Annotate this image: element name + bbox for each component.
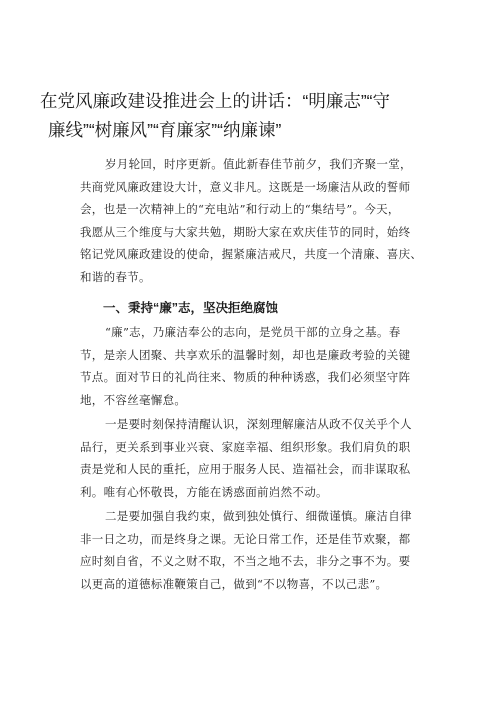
text-line: 利。唯有心怀敬畏，方能在诱惑面前岿然不动。 — [80, 484, 328, 499]
text-line: 我愿从三个维度与大家共勉，期盼大家在欢庆佳节的同时，始终 — [80, 224, 411, 239]
intro-paragraph — [80, 153, 436, 289]
text-line: 应时刻自省，不义之财不取，不当之地不去，非分之事不为。要 — [80, 554, 411, 569]
text-line: 二是要加强自我约束，做到独处慎行、细微谨慎。廉洁自律 — [105, 509, 412, 523]
text-line: 节点。面对节日的礼尚往来、物质的种种诱惑，我们必须坚守阵 — [80, 370, 411, 385]
text-line: 节，是亲人团聚、共享欢乐的温馨时刻，却也是廉政考验的关键 — [80, 347, 411, 362]
section-heading: 一、秉持“廉”志，坚决拒绝腐蚀 — [103, 301, 279, 315]
text-line: 铭记党风廉政建设的使命，握紧廉洁戒尺，共度一个清廉、喜庆、 — [80, 247, 423, 262]
text-line: 地，不容丝毫懈怠。 — [80, 392, 187, 407]
text-line: 责是党和人民的重托，应用于服务人民、造福社会，而非谋取私 — [80, 462, 411, 477]
text-line: “廉”志，乃廉洁奉公的志向，是党员干部的立身之基。春 — [105, 325, 401, 339]
text-line: 和谐的春节。 — [80, 269, 151, 284]
text-line: 共商党风廉政建设大计，意义非凡。这既是一场廉洁从政的誓师 — [80, 179, 411, 194]
text-line: 非一日之功，而是终身之课。无论日常工作，还是佳节欢聚，都 — [80, 531, 411, 546]
section1-paragraph-3 — [80, 505, 436, 595]
text-line: 一是要时刻保持清醒认识，深刻理解廉洁从政不仅关乎个人 — [105, 417, 412, 431]
section1-paragraph-1 — [80, 321, 436, 411]
title-line-1: 在党风廉政建设推进会上的讲话：“明廉志”“守 — [40, 91, 390, 111]
text-line: 岁月轮回，时序更新。值此新春佳节前夕，我们齐聚一堂， — [105, 157, 412, 171]
section1-paragraph-2 — [80, 413, 436, 503]
text-line: 品行，更关系到事业兴衰、家庭幸福、组织形象。我们肩负的职 — [80, 439, 411, 454]
text-line: 会，也是一次精神上的“充电站”和行动上的“集结号”。今天， — [80, 202, 400, 217]
text-line: 以更高的道德标准鞭策自己，做到“不以物喜，不以己悲”。 — [80, 576, 388, 591]
document-title — [40, 87, 470, 145]
title-line-2: 廉线”“树廉风”“育廉家”“纳廉谏” — [48, 120, 282, 140]
